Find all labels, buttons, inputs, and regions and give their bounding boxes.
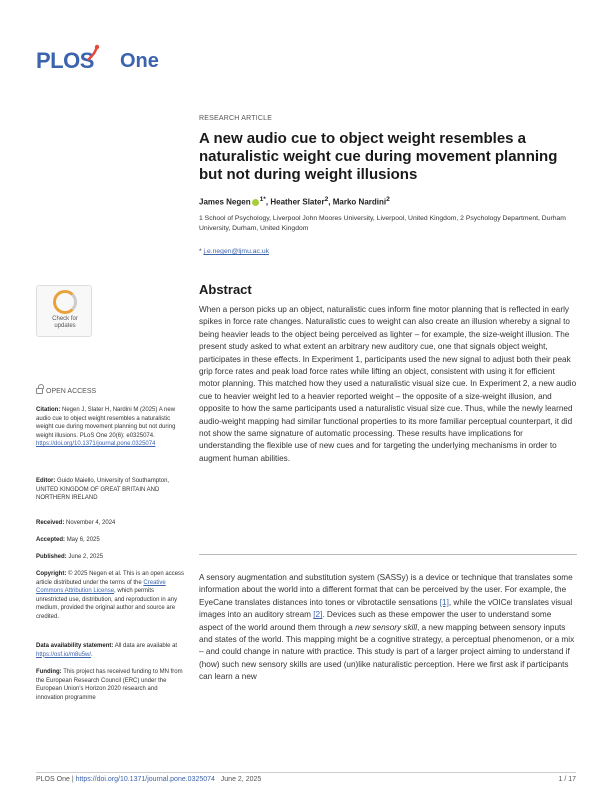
editor-text: Guido Maiello, University of Southampton, UNITED KINGDOM OF GREAT BRITAIN AND NORTHERN IRELAND [36, 478, 170, 501]
check-for-updates-badge[interactable] [36, 285, 92, 337]
author-name[interactable]: James Negen [199, 197, 251, 207]
published-date: June 2, 2025 [68, 554, 104, 560]
citation-block [36, 406, 186, 449]
corresponding-email [199, 248, 269, 255]
published-label: Published: [36, 554, 67, 560]
email-link[interactable]: j.e.negen@ljmu.ac.uk [203, 248, 270, 255]
author-name[interactable]: Heather Slater [270, 197, 325, 207]
copyright-label: Copyright: [36, 571, 67, 577]
logo-swoosh-icon [86, 44, 100, 64]
data-link[interactable]: https://osf.io/m8u5w/ [36, 651, 92, 658]
corresponding-mark: * [199, 248, 202, 255]
plos-one-logo[interactable] [36, 40, 166, 80]
editor-block [36, 477, 186, 503]
page-footer: PLOS One | https://doi.org/10.1371/journal.pone.0325074 June 2, 2025 [36, 776, 262, 783]
abstract-divider [199, 554, 577, 555]
check-updates-line1: Check for [52, 316, 78, 322]
abstract-heading: Abstract [199, 282, 252, 297]
data-availability-block: Data availability statement: All data are available at https://osf.io/m8u5w/. [36, 643, 178, 658]
copyright-block [36, 570, 186, 621]
article-type: RESEARCH ARTICLE [199, 115, 273, 122]
funding-label: Funding: [36, 669, 62, 675]
reference-link[interactable]: [1] [439, 597, 449, 607]
article-title: A new audio cue to object weight resembles a naturalistic weight cue during movement planning but not during weight illusions [199, 130, 558, 183]
author-name[interactable]: Marko Nardini [332, 197, 387, 207]
citation-text: Negen J, Slater H, Nardini M (2025) A new audio cue to object weight resembles a naturalistic weight cue during movement planning but not during weight illusions. PLoS One 20(6): e0325074. [36, 407, 176, 439]
footer-divider [36, 772, 576, 773]
funding-text: This project has received funding to MN from the European Research Council (ERC) under the European Union's Horizon 2020 research and innovation programme [36, 669, 183, 701]
orcid-icon[interactable] [252, 199, 259, 206]
copyright-post: , which permits unrestricted use, distribution, and reproduction in any medium, provided the original author and source are credited. [36, 588, 178, 620]
affiliations: 1 School of Psychology, Liverpool John Moores University, Liverpool, United Kingdom, 2 Psychology Department, Durham University, Durham, United Kingdom [199, 215, 566, 232]
check-updates-line2: updates [54, 323, 76, 329]
author-affil-mark: 1* [259, 196, 266, 203]
received-date: November 4, 2024 [66, 520, 116, 526]
citation-label: Citation: [36, 407, 61, 413]
emphasis-text: new sensory skill [355, 622, 418, 632]
editor-label: Editor: [36, 478, 56, 484]
footer-journal: PLOS One [36, 776, 70, 783]
accepted-label: Accepted: [36, 537, 66, 543]
open-lock-icon [36, 388, 43, 394]
citation-doi-link[interactable]: https://doi.org/10.1371/journal.pone.0325074 [36, 441, 156, 447]
open-access-text: OPEN ACCESS [46, 388, 97, 395]
check-updates-icon [53, 290, 77, 314]
license-link[interactable]: Creative Commons Attribution License [36, 579, 166, 594]
page-number: 1 / 17 [558, 776, 576, 783]
accepted-date: May 6, 2025 [66, 537, 100, 543]
published-block [36, 553, 186, 562]
logo-journal: One [120, 50, 159, 72]
open-access-label [36, 388, 96, 395]
data-availability-text: All data are available at [114, 643, 178, 649]
received-label: Received: [36, 520, 65, 526]
data-availability-label: Data availability statement: [36, 643, 114, 649]
author-list: James Negen $^{1*}$, Heather Slater$^2$, Marko Nardini$^2$ [199, 196, 390, 207]
author-affil-mark: 2 [386, 196, 390, 203]
funding-block [36, 668, 186, 702]
accepted-block [36, 536, 186, 545]
copyright-text: © 2025 Negen et al. This is an open access article distributed under the terms of the [36, 571, 185, 586]
reference-link[interactable]: [2] [313, 610, 323, 620]
logo-brand: PLOS [36, 48, 94, 73]
footer-date: June 2, 2025 [220, 776, 262, 783]
intro-paragraph: A sensory augmentation and substitution system (SASSy) is a device or technique that translates some information about the world into a different format that can be perceived by the user. For example, the EyeCane translates distances into tones or vibrotactile sensations [1], while the vOICe translates visual images into an auditory stream [2]. Devices such as these empower the user to understand some aspect of the world around them through a new sensory skill, a new mapping between sensory inputs and states of the world. This mapping might be a cognitive strategy, a perceptual phenomenon, or a mix – and could change in nature with practice. This study is part of a larger project aiming to understand if (how) such new sensory skills are used (un)like naturalistic perception. Here we first ask if participants can learn a new [199, 573, 575, 682]
footer-doi-link[interactable]: https://doi.org/10.1371/journal.pone.0325074 [75, 776, 215, 783]
abstract-text: When a person picks up an object, naturalistic cues inform fine motor planning that is reflected in early spikes in force rate changes. Naturalistic cues to weight can also create an illusion whereby a signal to being heavier leads to the object being perceived as lighter – for example, the size-weight illusion. The present study asked to what extent an arbitrary new auditory cue, one that signals object weight, participates in these effects. In Experiment 1, participants used the new signal to adjust both their peak grip force rates and peak load force rates while lifting an object, consistent with using it for efficient motor planning. This matched how they used a naturalistic visual size cue. In Experiment 2, a new audio cue to heavier weight led to a heavier reported weight – the opposite of a size-weight illusion, and opposite to how the same participants used a naturalistic visual size cue. Thus, while the newly learned audio-weight mapping had similar functional properties to its more familiar perceptual counterpart, it did not show the same signature of automatic processing. These results have implications for understanding the flexible use of new cues and for targeting the underlying mechanisms in order to augment human abilities. [199, 305, 577, 463]
received-block [36, 519, 186, 528]
author-affil-mark: 2 [324, 196, 329, 203]
